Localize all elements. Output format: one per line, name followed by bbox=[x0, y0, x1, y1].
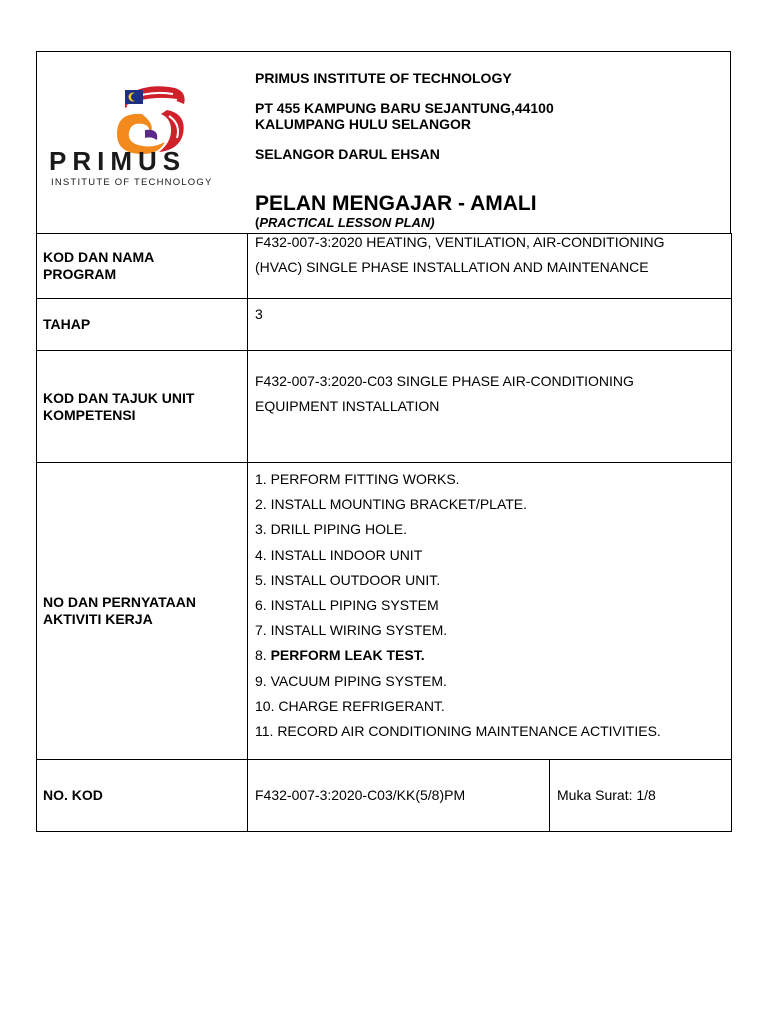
svg-text:PRIMUS: PRIMUS bbox=[49, 146, 187, 176]
table-row bbox=[37, 463, 732, 760]
svg-text:INSTITUTE OF TECHNOLOGY: INSTITUTE OF TECHNOLOGY bbox=[51, 177, 213, 188]
document-title: PELAN MENGAJAR - AMALI bbox=[255, 192, 537, 215]
list-item: 5. INSTALL OUTDOOR UNIT. bbox=[255, 571, 441, 588]
lesson-plan-document bbox=[36, 51, 731, 830]
level-value: 3 bbox=[248, 299, 732, 351]
table-row bbox=[37, 760, 732, 832]
list-item: 3. DRILL PIPING HOLE. bbox=[255, 521, 407, 538]
list-item: 6. INSTALL PIPING SYSTEM bbox=[255, 597, 439, 614]
list-item: 4. INSTALL INDOOR UNIT bbox=[255, 546, 423, 563]
address-line-2: KALUMPANG HULU SELANGOR bbox=[255, 116, 471, 132]
program-label: KOD DAN NAMA PROGRAM bbox=[37, 234, 248, 299]
code-label: NO. KOD bbox=[37, 760, 248, 832]
unit-value: F432-007-3:2020-C03 SINGLE PHASE AIR-CONDITIONING EQUIPMENT INSTALLATION bbox=[248, 351, 732, 463]
list-item: 1. PERFORM FITTING WORKS. bbox=[255, 471, 460, 487]
institute-name: PRIMUS INSTITUTE OF TECHNOLOGY bbox=[255, 70, 512, 86]
document-subtitle: (PRACTICAL LESSON PLAN) bbox=[255, 215, 435, 230]
primus-logo bbox=[47, 82, 242, 190]
table-row bbox=[37, 351, 732, 463]
level-label: TAHAP bbox=[37, 299, 248, 351]
list-item: 9. VACUUM PIPING SYSTEM. bbox=[255, 672, 447, 689]
list-item: 11. RECORD AIR CONDITIONING MAINTENANCE ACTIVITIES. bbox=[255, 723, 661, 740]
table-row bbox=[37, 234, 732, 299]
program-value: F432-007-3:2020 HEATING, VENTILATION, AIR-CONDITIONING (HVAC) SINGLE PHASE INSTALLATION AND MAINTENANCE bbox=[248, 234, 732, 299]
lesson-plan-table bbox=[36, 233, 732, 832]
header-box bbox=[36, 51, 731, 234]
list-item: 2. INSTALL MOUNTING BRACKET/PLATE. bbox=[255, 496, 528, 513]
activity-list bbox=[248, 463, 732, 760]
activity-label: NO DAN PERNYATAAN AKTIVITI KERJA bbox=[37, 463, 248, 760]
table-row bbox=[37, 299, 732, 351]
unit-label: KOD DAN TAJUK UNIT KOMPETENSI bbox=[37, 351, 248, 463]
list-item: 10. CHARGE REFRIGERANT. bbox=[255, 697, 445, 714]
list-item: 7. INSTALL WIRING SYSTEM. bbox=[255, 622, 448, 639]
page-number: Muka Surat: 1/8 bbox=[550, 760, 732, 832]
address-line-1: PT 455 KAMPUNG BARU SEJANTUNG,44100 bbox=[255, 100, 554, 116]
code-value: F432-007-3:2020-C03/KK(5/8)PM bbox=[248, 760, 550, 832]
state-name: SELANGOR DARUL EHSAN bbox=[255, 146, 440, 162]
list-item: 8. PERFORM LEAK TEST. bbox=[255, 647, 425, 664]
